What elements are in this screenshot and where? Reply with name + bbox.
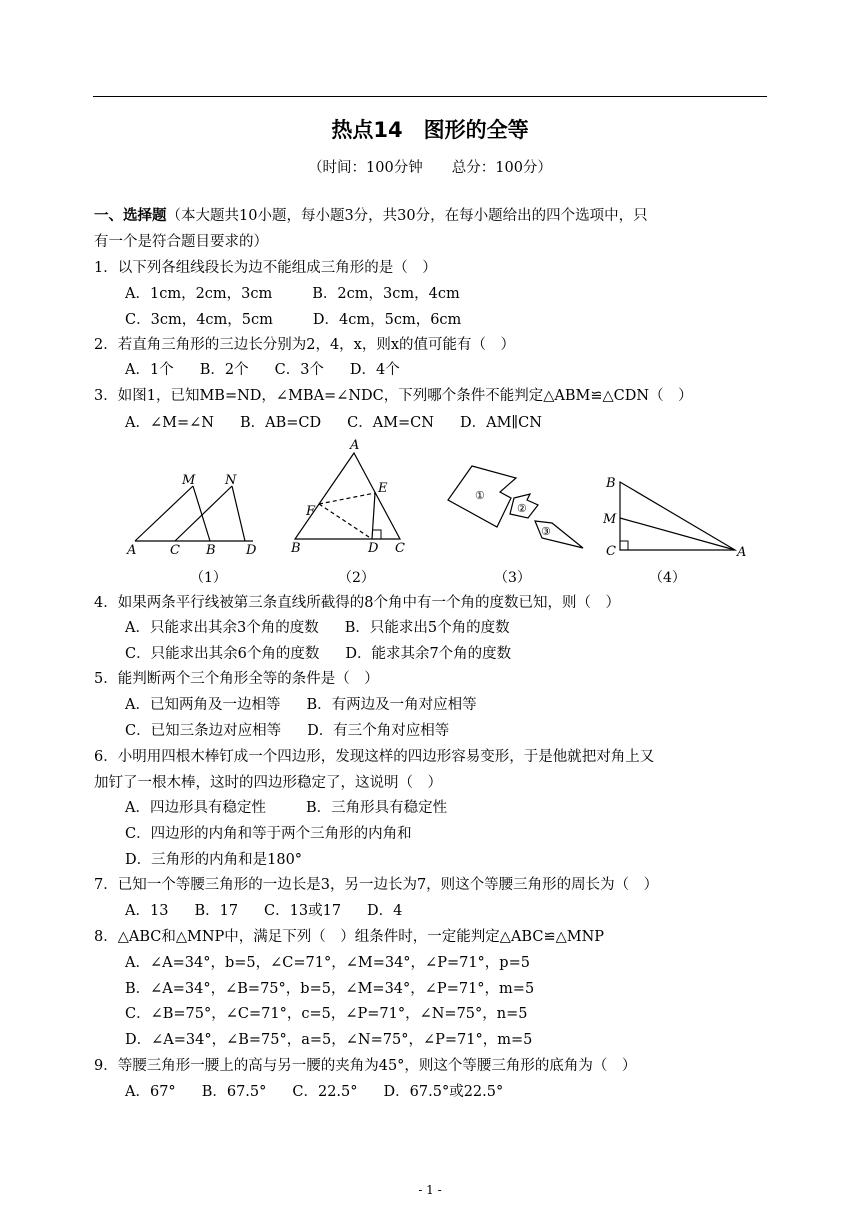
question-7: 7．已知一个等腰三角形的一边长是3，另一边长为7，则这个等腰三角形的周长为（ ） (94, 877, 659, 893)
q2-option-d: D．4个 (349, 362, 400, 378)
q1-option-c: C．3cm，4cm，5cm (125, 312, 273, 328)
figure-caption-3: （3） (494, 570, 531, 586)
q9-option-c: C．22.5° (292, 1084, 358, 1100)
question-6-cont: 加钉了一根木棒，这时的四边形稳定了，这说明（ ） (94, 775, 442, 791)
fig3-label-2: ② (517, 502, 527, 515)
q9-options (125, 1083, 503, 1101)
fig2-label-E: E (378, 481, 388, 496)
q8-option-d: D．∠A=34°，∠B=75°，a=5，∠N=75°，∠P=71°，m=5 (125, 1032, 533, 1048)
fig2-label-B: B (291, 541, 301, 556)
q2-option-c: C．3个 (274, 362, 324, 378)
q1-option-b: B．2cm，3cm，4cm (312, 286, 460, 302)
q5-options-row2 (125, 722, 449, 740)
fig4-label-A: A (737, 545, 747, 560)
q6-option-d: D．三角形的内角和是180° (125, 852, 303, 868)
page-title: 热点14 图形的全等 (331, 118, 529, 142)
figure-3 (448, 466, 583, 548)
q5-option-b: B．有两边及一角对应相等 (306, 697, 477, 713)
fig2-label-F: F (306, 504, 316, 519)
question-5: 5．能判断两个三个角形全等的条件是（ ） (94, 671, 379, 687)
q8-option-a: A．∠A=34°，b=5，∠C=71°，∠M=34°，∠P=71°，p=5 (125, 955, 530, 971)
q8-option-b: B．∠A=34°，∠B=75°，b=5，∠M=34°，∠P=71°，m=5 (125, 981, 535, 997)
question-2: 2．若直角三角形的三边长分别为2，4，x，则x的值可能有（ ） (94, 337, 516, 353)
q9-option-d: D．67.5°或22.5° (383, 1084, 504, 1100)
fig4-label-B: B (606, 476, 616, 491)
q1-option-a: A．1cm，2cm，3cm (125, 286, 273, 302)
question-4: 4．如果两条平行线被第三条直线所截得的8个角中有一个角的度数已知，则（ ） (94, 595, 620, 611)
fig1-label-M: M (182, 473, 196, 488)
fig3-label-1: ① (475, 489, 485, 502)
q4-options-row1 (125, 619, 510, 637)
q9-option-a: A．67° (125, 1084, 176, 1100)
q6-option-a: A．四边形具有稳定性 (125, 800, 266, 816)
q7-option-a: A．13 (125, 903, 169, 919)
section-intro: （本大题共10小题，每小题3分，共30分，在每小题给出的四个选项中，只 (166, 208, 648, 224)
q8-option-c: C．∠B=75°，∠C=71°，c=5，∠P=71°，∠N=75°，n=5 (125, 1006, 528, 1022)
q5-option-d: D．有三个角对应相等 (307, 723, 450, 739)
q3-option-b: B．AB=CD (239, 415, 322, 431)
fig1-label-A: A (127, 543, 137, 558)
figure-4 (620, 482, 735, 550)
fig2-label-D: D (368, 541, 379, 556)
q7-option-c: C．13或17 (264, 903, 342, 919)
section-heading: 一、选择题 (94, 208, 167, 224)
q6-options-row1 (125, 799, 447, 817)
q9-option-b: B．67.5° (201, 1084, 267, 1100)
question-9: 9．等腰三角形一腰上的高与另一腰的夹角为45°，则这个等腰三角形的底角为（ ） (94, 1058, 637, 1074)
question-1: 1．以下列各组线段长为边不能组成三角形的是（ ） (94, 260, 437, 276)
q7-options (125, 902, 402, 920)
section-intro-cont: 有一个是符合题目要求的） (94, 234, 268, 250)
q4-option-a: A．只能求出其余3个角的度数 (125, 620, 319, 636)
fig4-label-M: M (603, 512, 617, 527)
q1-option-d: D．4cm，5cm，6cm (312, 312, 462, 328)
question-6: 6．小明用四根木棒钉成一个四边形，发现这样的四边形容易变形，于是他就把对角上又 (94, 749, 655, 765)
q5-options-row1 (125, 696, 477, 714)
q5-option-a: A．已知两角及一边相等 (125, 697, 281, 713)
q4-options-row2 (125, 645, 511, 663)
q7-option-d: D．4 (367, 903, 403, 919)
q3-option-d: D．AM∥CN (459, 415, 542, 431)
fig1-label-D: D (246, 543, 257, 558)
q3-option-a: A．∠M=∠N (125, 415, 214, 431)
q2-option-b: B．2个 (199, 362, 249, 378)
q4-option-d: D．能求其余7个角的度数 (345, 646, 512, 662)
figure-1 (135, 486, 253, 541)
q6-option-c: C．四边形的内角和等于两个三角形的内角和 (125, 826, 412, 842)
figure-caption-2: （2） (338, 570, 375, 586)
fig4-label-C: C (606, 544, 616, 559)
fig2-label-A: A (350, 438, 360, 453)
q4-option-b: B．只能求出5个角的度数 (344, 620, 510, 636)
fig1-label-N: N (225, 473, 237, 488)
question-8: 8．△ABC和△MNP中，满足下列（ ）组条件时，一定能判定△ABC≌△MNP (94, 929, 605, 945)
q7-option-b: B．17 (194, 903, 239, 919)
page-number: - 1 - (418, 1183, 442, 1197)
q2-option-a: A．1个 (125, 362, 174, 378)
fig2-label-C: C (395, 541, 405, 556)
figure-1-labels (126, 473, 257, 558)
question-3: 3．如图1，已知MB=ND，∠MBA=∠NDC，下列哪个条件不能判定△ABM≌△CDN（ ） (94, 388, 693, 404)
fig1-label-B: B (206, 543, 216, 558)
q6-option-b: B．三角形具有稳定性 (305, 800, 448, 816)
figure-2-labels (290, 438, 405, 556)
page-subtitle: （时间：100分钟 总分：100分） (308, 160, 552, 176)
fig3-label-3: ③ (541, 525, 551, 538)
figure-2 (295, 453, 400, 539)
q3-option-c: C．AM=CN (347, 415, 434, 431)
q5-option-c: C．已知三条边对应相等 (125, 723, 282, 739)
q4-option-c: C．只能求出其余6个角的度数 (125, 646, 320, 662)
figure-caption-4: （4） (649, 570, 686, 586)
fig1-label-C: C (170, 543, 180, 558)
figure-caption-1: （1） (190, 570, 227, 586)
